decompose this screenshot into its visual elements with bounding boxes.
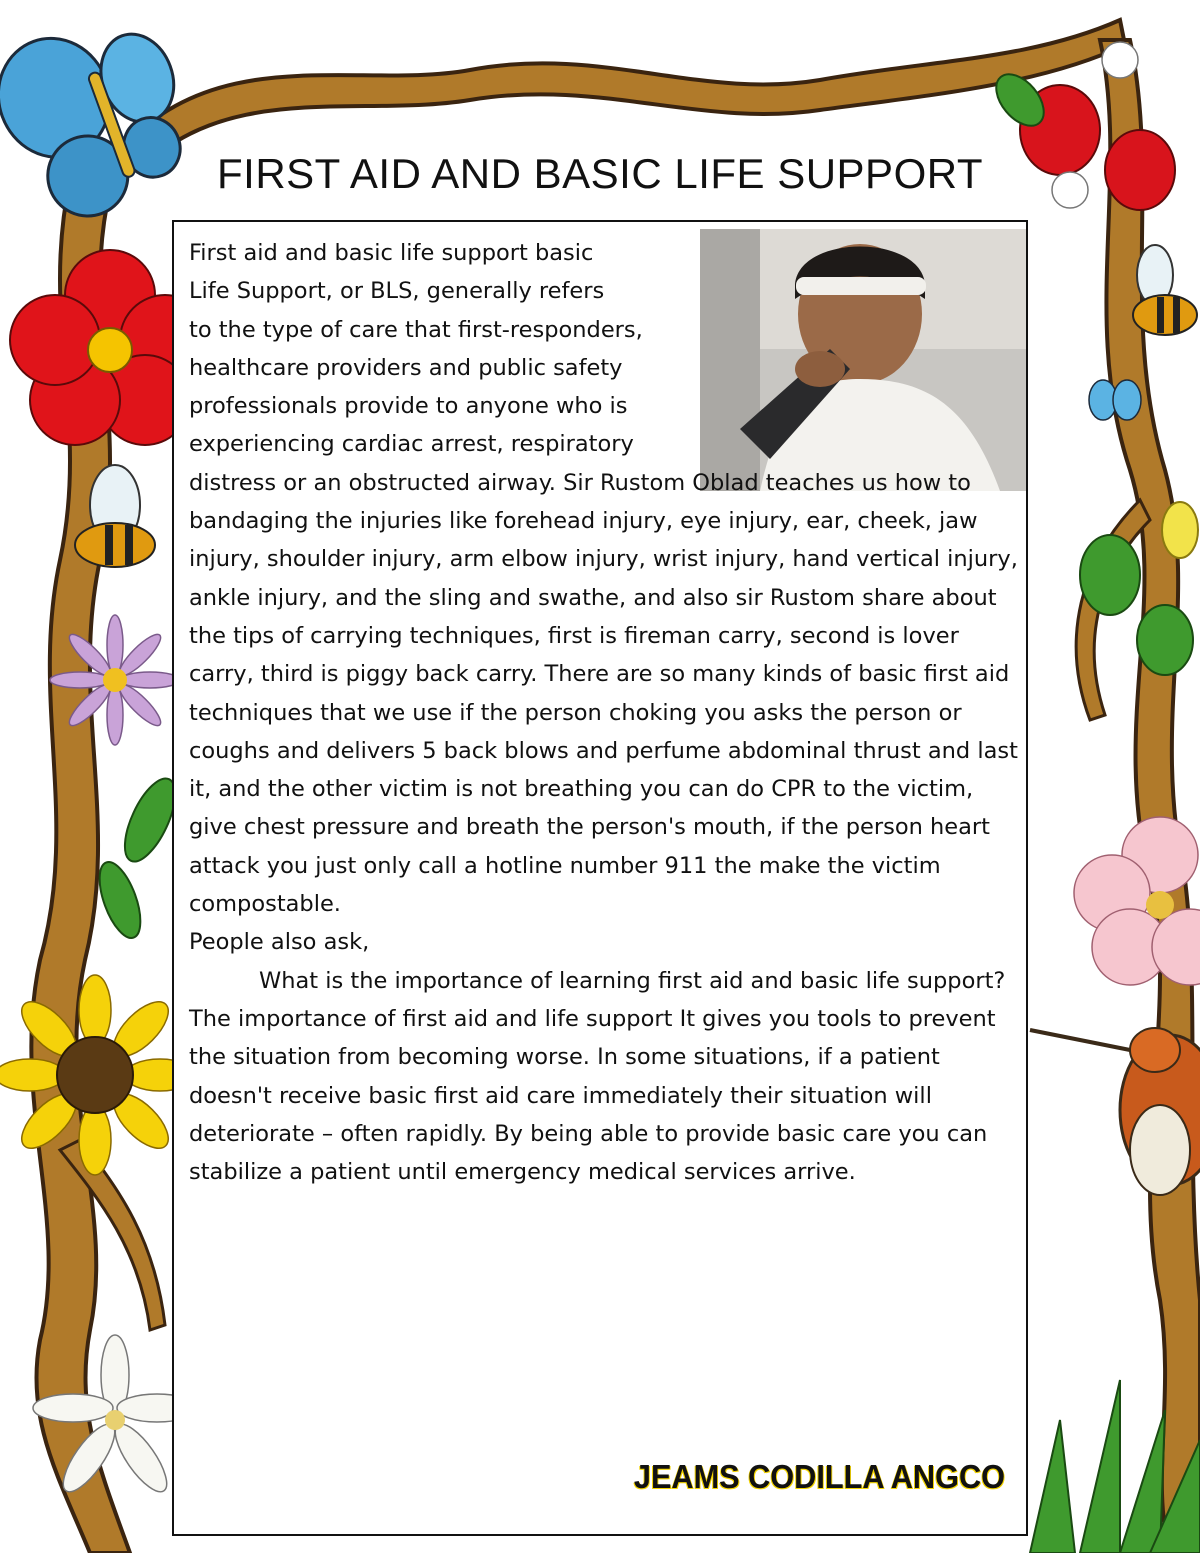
intro-line: First aid and basic life support basic [189, 240, 594, 266]
top-branch [120, 20, 1125, 170]
intro-line: healthcare providers and public safety [189, 354, 623, 381]
intro-continuation: distress or an obstructed airway. Sir Rustom Oblad teaches us how to bandaging the injuries like forehead injury, eye injury, ear, cheek, jaw injury, shoulder injury, arm elbow injury, wrist injury, hand vertical injury, ankle injury, and the sling and swathe, and also sir Rustom share about the tips of carrying techniques, first is fireman carry, second is lover carry, third is piggy back carry. There are so many kinds of basic first aid techniques that we use if the person choking you asks the person or coughs and delivers 5 back blows and perfume abdominal thrust and last it, and the other victim is not breathing you can do CPR to the victim, give chest pressure and breath the person's mouth, if the person heart attack you just only call a hotline number 911 the make the victim compostable. [189, 469, 1018, 918]
intro-line: experiencing cardiac arrest, respiratory [189, 431, 634, 458]
intro-line: professionals provide to anyone who is [189, 393, 628, 420]
page-title: FIRST AID AND BASIC LIFE SUPPORT [217, 150, 983, 197]
intro-line: to the type of care that first-responders, [189, 316, 643, 343]
people-also-ask: People also ask, [189, 929, 370, 956]
article-body [189, 234, 1019, 1191]
intro-line: Life Support, or BLS, generally refers [189, 278, 605, 305]
answer-paragraph: The importance of first aid and life support It gives you tools to prevent the situation from becoming worse. In some situations, if a patient doesn't receive basic first aid care immediately their situation will deteriorate – often rapidly. By being able to provide basic care you can stabilize a patient until emergency medical services arrive. [189, 1005, 996, 1186]
question: What is the importance of learning first aid and basic life support? [259, 967, 1006, 994]
author-name: JEAMS CODILLA ANGCO [633, 1458, 1005, 1495]
sunflower [0, 975, 195, 1175]
bee-right [1133, 245, 1197, 335]
intro-paragraph [189, 234, 1019, 923]
hummingbird [1030, 1028, 1200, 1195]
